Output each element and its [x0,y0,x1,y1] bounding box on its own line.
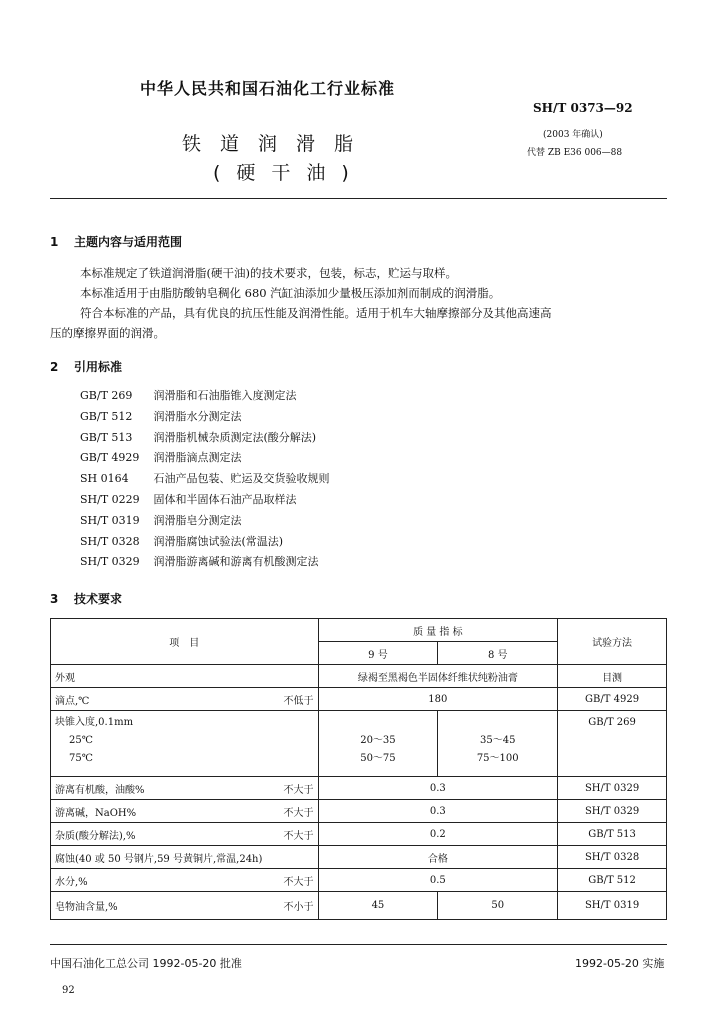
replaces-standard: 代替 ZB E36 006—88 [527,148,623,158]
section-number: 1 [50,235,59,249]
approval-date: 中国石油化工总公司 1992-05-20 批准 [50,957,242,970]
row-item: 水分,% [55,876,88,888]
row-item: 外观 [51,665,319,688]
ref-code: GB/T 513 [80,430,133,444]
section-2-heading [50,358,122,375]
header-quality-index: 质 量 指 标 [318,619,558,642]
ref-name: 润滑脂游离碱和游离有机酸测定法 [153,555,319,569]
row-value: 0.2 [318,823,558,846]
row-item: 杂质(酸分解法),% [55,830,136,842]
table-row [51,892,667,920]
section-title: 引用标准 [74,360,123,374]
value-75: 50～75 [360,753,396,764]
row-condition: 不大于 [283,830,314,842]
row-item-cell [51,892,319,920]
row-value-grade-8: 50 [438,892,558,920]
ref-name: 石油产品包装、贮运及交货验收规则 [153,472,330,486]
row-method: 目测 [558,665,667,688]
section-1-para-3-cont: 压的摩擦界面的润滑。 [50,326,165,340]
section-1-para-3: 符合本标准的产品，具有优良的抗压性能及润滑性能。适用于机车大轴摩擦部分及其他高速高 [80,306,552,320]
section-1-para-1: 本标准规定了铁道润滑脂(硬干油)的技术要求，包装，标志，贮运与取样。 [80,266,457,280]
technical-requirements-table [50,618,667,920]
list-item [80,407,330,428]
row-item-cell [51,823,319,846]
list-item [80,532,330,553]
ref-name: 润滑脂皂分测定法 [153,513,242,527]
row-item: 腐蚀(40 或 50 号钢片,59 号黄铜片,常温,24h) [51,846,319,869]
row-item-cell [51,800,319,823]
page-number: 92 [62,985,75,996]
section-1-heading [50,233,182,250]
table-row [51,777,667,800]
ref-code: SH/T 0329 [80,555,140,569]
row-value-grade-9 [318,711,438,777]
row-method: GB/T 513 [558,823,667,846]
ref-name: 润滑脂和石油脂锥入度测定法 [153,389,297,402]
confirmation-year: (2003 年确认) [543,130,603,140]
table-row [51,800,667,823]
row-condition: 不大于 [283,784,314,796]
section-1-para-2: 本标准适用于由脂肪酸钠皂稠化 680 汽缸油添加少量极压添加剂而制成的润滑脂。 [80,286,501,300]
ref-name: 润滑脂机械杂质测定法(酸分解法) [153,430,317,444]
document-subtitle: (硬干油) [213,162,365,184]
row-value: 0.5 [318,869,558,892]
list-item [80,386,330,407]
row-value: 180 [318,688,558,711]
row-method: SH/T 0329 [558,777,667,800]
standard-number: SH/T 0373—92 [533,101,633,115]
row-value: 0.3 [318,800,558,823]
ref-name: 润滑脂水分测定法 [153,409,242,423]
row-method: SH/T 0328 [558,846,667,869]
table-header-row [51,619,667,642]
row-item: 块锥入度,0.1mm [55,717,134,728]
row-temp-25: 25℃ [69,735,93,746]
list-item [80,511,330,532]
section-number: 2 [50,360,59,374]
row-condition: 不低于 [283,695,314,707]
ref-name: 润滑脂腐蚀试验法(常温法) [153,534,284,548]
row-method: GB/T 4929 [558,688,667,711]
ref-code: SH/T 0229 [80,492,140,506]
ref-name: 润滑脂滴点测定法 [153,451,242,465]
table-row [51,869,667,892]
value-25: 35～45 [480,735,516,746]
list-item [80,448,330,469]
row-item: 滴点,℃ [55,695,90,707]
row-condition: 不大于 [283,807,314,819]
referenced-standards-list [80,386,330,573]
value-75: 75～100 [476,753,519,764]
ref-name: 固体和半固体石油产品取样法 [153,492,297,506]
row-method: GB/T 269 [558,711,667,777]
header-test-method: 试验方法 [558,619,667,665]
ref-code: SH/T 0319 [80,513,140,527]
section-title: 主题内容与适用范围 [74,235,183,249]
row-temp-75: 75℃ [69,753,93,764]
footer-divider [50,944,667,945]
ref-code: GB/T 269 [80,389,133,402]
row-item-cell [51,711,319,777]
row-value-grade-9: 45 [318,892,438,920]
list-item [80,552,330,573]
row-item-cell [51,688,319,711]
row-item: 游离碱，NaOH% [55,807,137,819]
list-item [80,428,330,449]
table-row [51,665,667,688]
row-item-cell [51,777,319,800]
row-value-grade-8 [438,711,558,777]
row-value: 合格 [318,846,558,869]
list-item [80,469,330,490]
ref-code: SH 0164 [80,472,129,486]
row-method: GB/T 512 [558,869,667,892]
row-method: SH/T 0329 [558,800,667,823]
header-grade-8: 8 号 [438,642,558,665]
header-grade-9: 9 号 [318,642,438,665]
table-row [51,711,667,777]
document-title: 铁道润滑脂 [182,133,373,155]
row-condition: 不大于 [283,876,314,888]
header-item: 项 目 [51,619,319,665]
row-item: 皂物油含量,% [55,902,118,913]
table-row [51,846,667,869]
row-item: 游离有机酸，油酸% [55,784,145,796]
row-value: 0.3 [318,777,558,800]
section-title: 技术要求 [74,592,123,606]
row-method: SH/T 0319 [558,892,667,920]
list-item [80,490,330,511]
row-item-cell [51,869,319,892]
section-3-heading [50,590,122,607]
table-row [51,823,667,846]
implementation-date: 1992-05-20 实施 [575,957,665,970]
ref-code: SH/T 0328 [80,534,140,548]
industry-standard-title: 中华人民共和国石油化工行业标准 [140,79,396,98]
ref-code: GB/T 4929 [80,451,140,465]
row-value: 绿褐至黑褐色半固体纤维状纯粉油膏 [318,665,558,688]
ref-code: GB/T 512 [80,409,133,423]
header-divider [50,198,667,199]
value-25: 20～35 [360,735,396,746]
row-condition: 不小于 [283,902,314,913]
section-number: 3 [50,592,59,606]
table-row [51,688,667,711]
